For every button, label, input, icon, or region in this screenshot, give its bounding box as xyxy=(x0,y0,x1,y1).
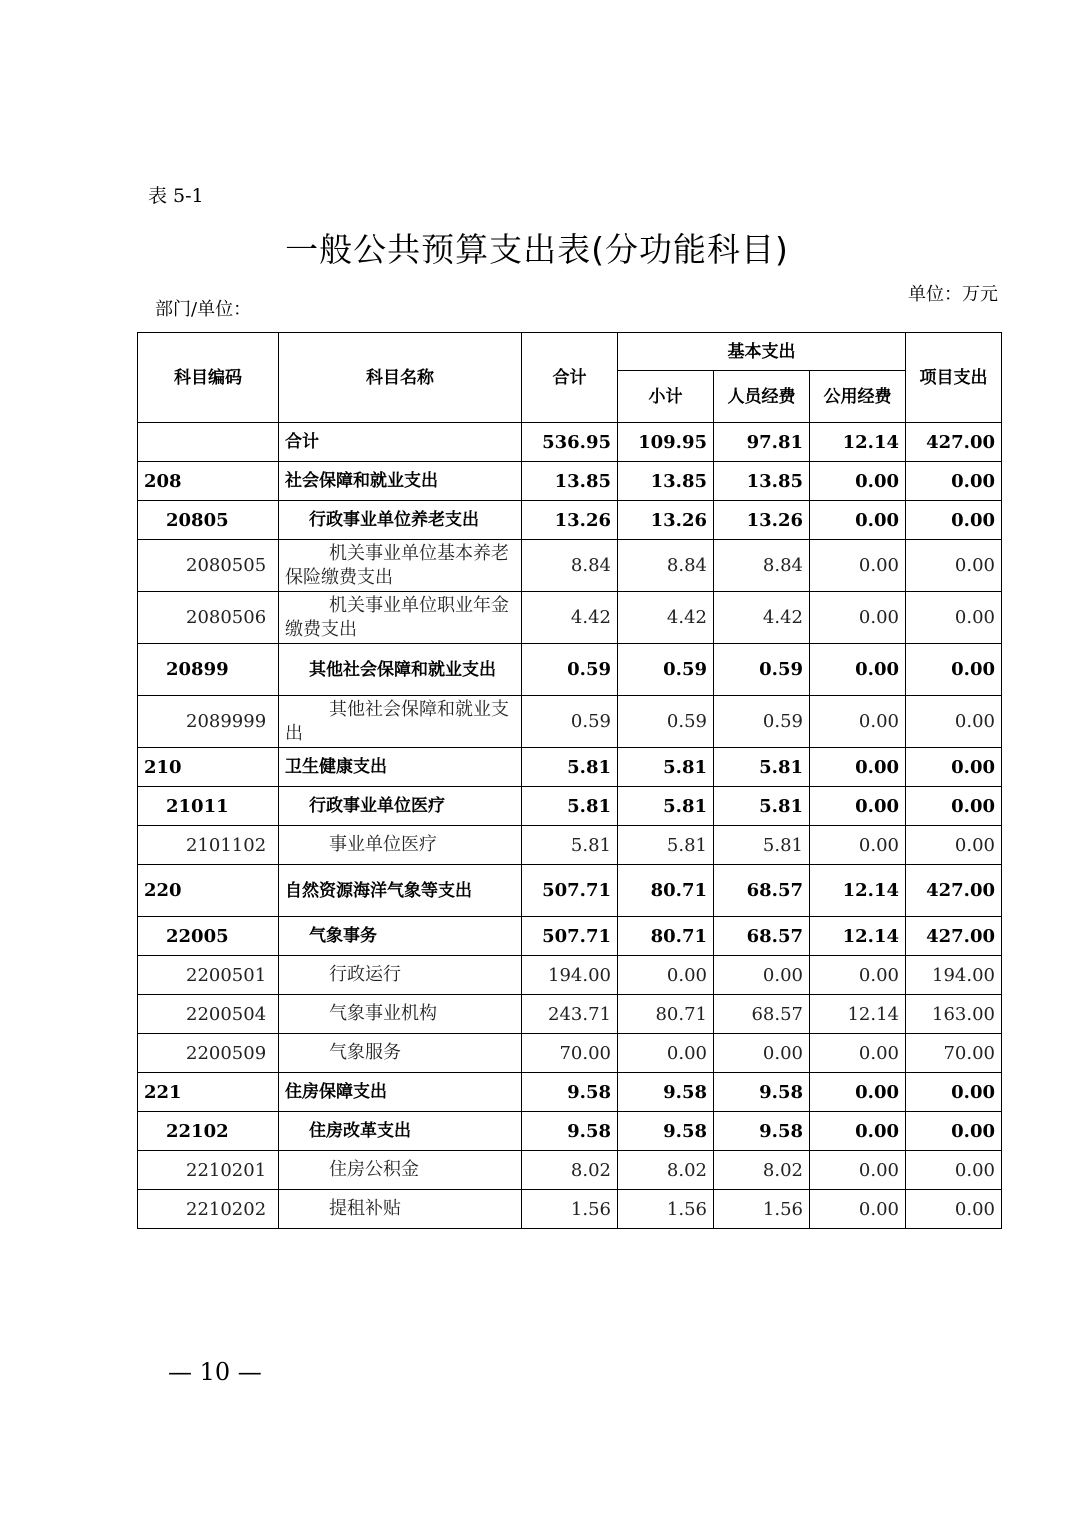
cell-code: 221 xyxy=(138,1073,279,1112)
cell-subtotal: 1.56 xyxy=(618,1190,714,1229)
cell-project: 0.00 xyxy=(906,1073,1002,1112)
table-row xyxy=(138,956,1002,995)
cell-project: 0.00 xyxy=(906,1151,1002,1190)
table-row xyxy=(138,1073,1002,1112)
cell-personnel: 5.81 xyxy=(714,748,810,787)
cell-code: 22102 xyxy=(138,1112,279,1151)
cell-public: 12.14 xyxy=(810,995,906,1034)
cell-name: 住房公积金 xyxy=(279,1151,522,1190)
cell-code xyxy=(138,423,279,462)
cell-total: 536.95 xyxy=(522,423,618,462)
header-code: 科目编码 xyxy=(138,333,279,423)
cell-total: 8.02 xyxy=(522,1151,618,1190)
cell-personnel: 0.00 xyxy=(714,956,810,995)
header-name: 科目名称 xyxy=(279,333,522,423)
cell-personnel: 4.42 xyxy=(714,592,810,644)
cell-personnel: 8.84 xyxy=(714,540,810,592)
cell-personnel: 0.59 xyxy=(714,644,810,696)
cell-subtotal: 8.02 xyxy=(618,1151,714,1190)
cell-code: 2210201 xyxy=(138,1151,279,1190)
cell-code: 22005 xyxy=(138,917,279,956)
page-number: — 10 — xyxy=(168,1358,262,1386)
cell-name: 气象服务 xyxy=(279,1034,522,1073)
cell-code: 210 xyxy=(138,748,279,787)
table-row xyxy=(138,917,1002,956)
cell-subtotal: 80.71 xyxy=(618,917,714,956)
cell-public: 0.00 xyxy=(810,956,906,995)
table-body xyxy=(138,423,1002,1229)
cell-subtotal: 5.81 xyxy=(618,826,714,865)
cell-project: 0.00 xyxy=(906,787,1002,826)
cell-name: 合计 xyxy=(279,423,522,462)
table-row xyxy=(138,1151,1002,1190)
cell-name: 其他社会保障和就业支出 xyxy=(279,696,522,748)
cell-total: 507.71 xyxy=(522,917,618,956)
cell-project: 0.00 xyxy=(906,748,1002,787)
table-row xyxy=(138,1034,1002,1073)
cell-code: 2200504 xyxy=(138,995,279,1034)
table-row xyxy=(138,1112,1002,1151)
cell-name: 行政运行 xyxy=(279,956,522,995)
cell-project: 0.00 xyxy=(906,1112,1002,1151)
cell-project: 70.00 xyxy=(906,1034,1002,1073)
header-basic: 基本支出 xyxy=(618,333,906,371)
cell-personnel: 0.59 xyxy=(714,696,810,748)
cell-subtotal: 80.71 xyxy=(618,865,714,917)
cell-total: 70.00 xyxy=(522,1034,618,1073)
dept-label: 部门/单位： xyxy=(155,299,252,320)
cell-code: 2080506 xyxy=(138,592,279,644)
cell-personnel: 97.81 xyxy=(714,423,810,462)
cell-project: 427.00 xyxy=(906,917,1002,956)
cell-public: 0.00 xyxy=(810,826,906,865)
cell-subtotal: 0.59 xyxy=(618,644,714,696)
cell-total: 4.42 xyxy=(522,592,618,644)
cell-subtotal: 5.81 xyxy=(618,787,714,826)
cell-personnel: 8.02 xyxy=(714,1151,810,1190)
table-row xyxy=(138,462,1002,501)
cell-public: 0.00 xyxy=(810,540,906,592)
cell-project: 0.00 xyxy=(906,540,1002,592)
cell-public: 0.00 xyxy=(810,787,906,826)
table-row xyxy=(138,501,1002,540)
cell-name: 机关事业单位职业年金缴费支出 xyxy=(279,592,522,644)
cell-personnel: 1.56 xyxy=(714,1190,810,1229)
cell-subtotal: 13.26 xyxy=(618,501,714,540)
cell-subtotal: 0.59 xyxy=(618,696,714,748)
cell-subtotal: 9.58 xyxy=(618,1073,714,1112)
cell-name: 行政事业单位养老支出 xyxy=(279,501,522,540)
cell-personnel: 68.57 xyxy=(714,995,810,1034)
cell-project: 0.00 xyxy=(906,462,1002,501)
cell-code: 220 xyxy=(138,865,279,917)
cell-code: 208 xyxy=(138,462,279,501)
cell-public: 0.00 xyxy=(810,1112,906,1151)
cell-code: 21011 xyxy=(138,787,279,826)
cell-personnel: 68.57 xyxy=(714,917,810,956)
cell-subtotal: 5.81 xyxy=(618,748,714,787)
table-row xyxy=(138,865,1002,917)
cell-project: 0.00 xyxy=(906,644,1002,696)
table-row xyxy=(138,748,1002,787)
cell-name: 住房改革支出 xyxy=(279,1112,522,1151)
cell-project: 0.00 xyxy=(906,826,1002,865)
cell-project: 427.00 xyxy=(906,423,1002,462)
cell-personnel: 5.81 xyxy=(714,787,810,826)
cell-code: 2200501 xyxy=(138,956,279,995)
cell-name: 气象事业机构 xyxy=(279,995,522,1034)
cell-total: 5.81 xyxy=(522,826,618,865)
cell-name: 行政事业单位医疗 xyxy=(279,787,522,826)
cell-name: 机关事业单位基本养老保险缴费支出 xyxy=(279,540,522,592)
cell-name: 事业单位医疗 xyxy=(279,826,522,865)
cell-total: 243.71 xyxy=(522,995,618,1034)
cell-subtotal: 9.58 xyxy=(618,1112,714,1151)
cell-total: 0.59 xyxy=(522,696,618,748)
cell-code: 2089999 xyxy=(138,696,279,748)
cell-public: 0.00 xyxy=(810,592,906,644)
cell-personnel: 9.58 xyxy=(714,1112,810,1151)
cell-personnel: 13.26 xyxy=(714,501,810,540)
cell-code: 2080505 xyxy=(138,540,279,592)
cell-personnel: 0.00 xyxy=(714,1034,810,1073)
cell-total: 9.58 xyxy=(522,1112,618,1151)
table-row xyxy=(138,423,1002,462)
table-row xyxy=(138,1190,1002,1229)
cell-public: 0.00 xyxy=(810,1034,906,1073)
cell-total: 13.85 xyxy=(522,462,618,501)
table-row xyxy=(138,540,1002,592)
cell-name: 气象事务 xyxy=(279,917,522,956)
header-personnel: 人员经费 xyxy=(714,371,810,423)
cell-name: 自然资源海洋气象等支出 xyxy=(279,865,522,917)
table-row xyxy=(138,644,1002,696)
cell-total: 194.00 xyxy=(522,956,618,995)
page-title: 一般公共预算支出表(分功能科目) xyxy=(285,230,789,269)
table-row xyxy=(138,995,1002,1034)
cell-public: 12.14 xyxy=(810,917,906,956)
cell-project: 163.00 xyxy=(906,995,1002,1034)
cell-code: 20899 xyxy=(138,644,279,696)
cell-name: 提租补贴 xyxy=(279,1190,522,1229)
table-row xyxy=(138,592,1002,644)
cell-total: 1.56 xyxy=(522,1190,618,1229)
unit-label: 单位：万元 xyxy=(908,284,998,305)
cell-name: 其他社会保障和就业支出 xyxy=(279,644,522,696)
cell-subtotal: 13.85 xyxy=(618,462,714,501)
cell-personnel: 9.58 xyxy=(714,1073,810,1112)
cell-subtotal: 80.71 xyxy=(618,995,714,1034)
cell-subtotal: 0.00 xyxy=(618,956,714,995)
cell-name: 卫生健康支出 xyxy=(279,748,522,787)
cell-total: 13.26 xyxy=(522,501,618,540)
cell-public: 0.00 xyxy=(810,1190,906,1229)
cell-name: 住房保障支出 xyxy=(279,1073,522,1112)
cell-code: 2101102 xyxy=(138,826,279,865)
cell-personnel: 68.57 xyxy=(714,865,810,917)
header-project: 项目支出 xyxy=(906,333,1002,423)
cell-project: 0.00 xyxy=(906,501,1002,540)
cell-project: 0.00 xyxy=(906,1190,1002,1229)
cell-public: 0.00 xyxy=(810,644,906,696)
cell-project: 0.00 xyxy=(906,696,1002,748)
cell-project: 0.00 xyxy=(906,592,1002,644)
header-subtotal: 小计 xyxy=(618,371,714,423)
cell-public: 0.00 xyxy=(810,1073,906,1112)
table-label: 表 5-1 xyxy=(148,185,204,207)
header-public: 公用经费 xyxy=(810,371,906,423)
table-row xyxy=(138,696,1002,748)
cell-public: 0.00 xyxy=(810,462,906,501)
cell-subtotal: 109.95 xyxy=(618,423,714,462)
cell-total: 507.71 xyxy=(522,865,618,917)
cell-code: 2200509 xyxy=(138,1034,279,1073)
cell-subtotal: 8.84 xyxy=(618,540,714,592)
cell-public: 0.00 xyxy=(810,696,906,748)
cell-total: 5.81 xyxy=(522,748,618,787)
cell-personnel: 5.81 xyxy=(714,826,810,865)
cell-total: 0.59 xyxy=(522,644,618,696)
table-row xyxy=(138,826,1002,865)
header-total: 合计 xyxy=(522,333,618,423)
cell-public: 0.00 xyxy=(810,501,906,540)
cell-code: 20805 xyxy=(138,501,279,540)
cell-project: 194.00 xyxy=(906,956,1002,995)
cell-public: 12.14 xyxy=(810,865,906,917)
budget-table xyxy=(137,332,1002,1229)
cell-project: 427.00 xyxy=(906,865,1002,917)
cell-total: 9.58 xyxy=(522,1073,618,1112)
cell-total: 8.84 xyxy=(522,540,618,592)
table-row xyxy=(138,787,1002,826)
cell-public: 0.00 xyxy=(810,748,906,787)
cell-subtotal: 0.00 xyxy=(618,1034,714,1073)
cell-public: 0.00 xyxy=(810,1151,906,1190)
cell-personnel: 13.85 xyxy=(714,462,810,501)
cell-name: 社会保障和就业支出 xyxy=(279,462,522,501)
cell-public: 12.14 xyxy=(810,423,906,462)
cell-subtotal: 4.42 xyxy=(618,592,714,644)
cell-code: 2210202 xyxy=(138,1190,279,1229)
cell-total: 5.81 xyxy=(522,787,618,826)
